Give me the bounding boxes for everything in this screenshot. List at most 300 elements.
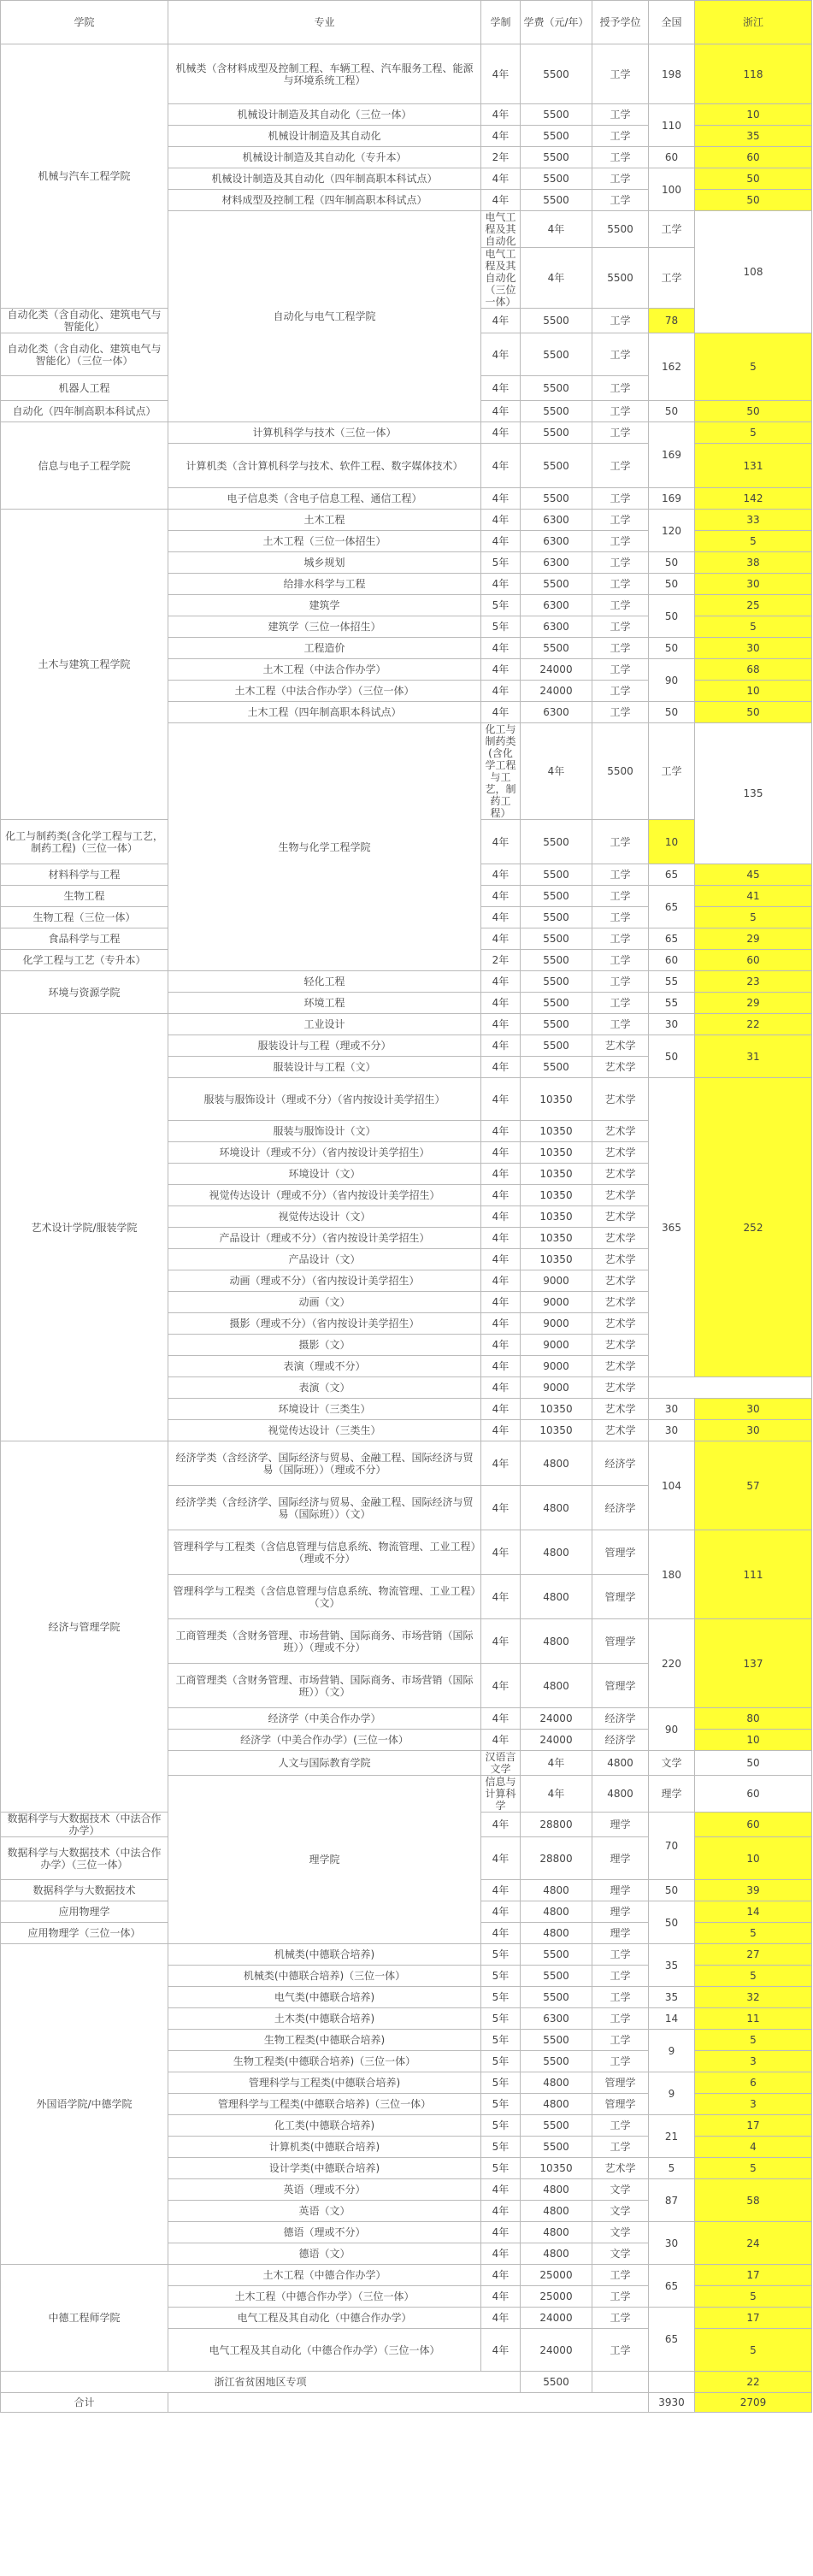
degree-cell: 工学	[592, 702, 649, 723]
degree-cell: 工学	[592, 2008, 649, 2030]
zhejiang-quota-cell: 118	[695, 44, 812, 104]
degree-cell: 工学	[592, 444, 649, 488]
degree-cell: 艺术学	[592, 1057, 649, 1078]
fee-cell: 9000	[521, 1377, 592, 1399]
degree-cell: 工学	[592, 907, 649, 928]
table-header-row	[1, 1, 812, 44]
major-cell: 表演（理或不分）	[168, 1356, 481, 1377]
college-cell: 土木与建筑工程学院	[1, 510, 168, 820]
major-cell: 动画（理或不分）（省内按设计美学招生）	[168, 1270, 481, 1292]
total-label: 合计	[1, 2393, 168, 2413]
fee-cell: 5500	[521, 333, 592, 376]
fee-cell: 5500	[521, 309, 592, 333]
major-cell: 材料成型及控制工程（四年制高职本科试点）	[168, 190, 481, 211]
degree-cell: 工学	[592, 376, 649, 401]
major-cell: 经济学类（含经济学、国际经济与贸易、金融工程、国际经济与贸易（国际班））（文）	[168, 1486, 481, 1530]
years-cell: 4年	[521, 723, 592, 820]
degree-cell: 艺术学	[592, 1228, 649, 1249]
fee-cell: 5500	[521, 950, 592, 971]
degree-cell: 理学	[592, 1813, 649, 1837]
years-cell: 4年	[481, 1708, 521, 1730]
header-national: 全国	[649, 1, 695, 44]
zhejiang-quota-cell: 252	[695, 1078, 812, 1377]
fee-cell: 5500	[521, 1987, 592, 2008]
degree-cell: 文学	[592, 2222, 649, 2243]
degree-cell: 经济学	[592, 1730, 649, 1751]
years-cell: 4年	[481, 1486, 521, 1530]
fee-cell: 5500	[521, 2030, 592, 2051]
zhejiang-quota-cell: 50	[695, 401, 812, 422]
degree-cell: 艺术学	[592, 1377, 649, 1399]
national-quota-cell: 21	[649, 2115, 695, 2158]
fee-cell: 5500	[521, 488, 592, 510]
fee-cell: 24000	[521, 681, 592, 702]
national-quota-cell: 30	[649, 1420, 695, 1441]
major-cell: 经济学类（含经济学、国际经济与贸易、金融工程、国际经济与贸易（国际班））（理或不分）	[168, 1441, 481, 1486]
fee-cell: 6300	[521, 510, 592, 531]
national-quota-cell: 55	[649, 971, 695, 993]
major-cell: 生物工程类(中德联合培养)（三位一体）	[168, 2051, 481, 2072]
major-cell: 工程造价	[168, 638, 481, 659]
years-cell: 4年	[481, 1356, 521, 1377]
degree-cell: 工学	[592, 950, 649, 971]
major-cell: 视觉传达设计（三类生）	[168, 1420, 481, 1441]
major-cell: 计算机科学与技术（三位一体）	[168, 422, 481, 444]
zhejiang-quota-cell: 30	[695, 574, 812, 595]
zhejiang-quota-cell: 30	[695, 638, 812, 659]
zhejiang-quota-cell: 5	[695, 531, 812, 552]
national-quota-cell: 108	[695, 211, 812, 333]
fee-cell: 28800	[521, 1813, 592, 1837]
major-cell: 化工与制药类(含化学工程与工艺，制药工程)（三位一体）	[1, 820, 168, 864]
fee-cell: 5500	[521, 422, 592, 444]
zhejiang-quota-cell: 35	[695, 126, 812, 147]
fee-cell: 5500	[521, 147, 592, 168]
years-cell: 4年	[481, 907, 521, 928]
major-cell: 动画（文）	[168, 1292, 481, 1313]
years-cell: 4年	[481, 510, 521, 531]
major-cell: 电气工程及其自动化（中德合作办学）	[168, 2308, 481, 2329]
major-cell: 服装与服饰设计（文）	[168, 1121, 481, 1142]
zhejiang-quota-cell: 5	[695, 422, 812, 444]
zhejiang-quota-cell: 60	[695, 1813, 812, 1837]
table-row	[1, 422, 812, 444]
major-cell: 产品设计（文）	[168, 1249, 481, 1270]
zhejiang-quota-cell: 29	[695, 993, 812, 1014]
college-cell: 自动化与电气工程学院	[168, 211, 481, 422]
degree-cell: 工学	[592, 574, 649, 595]
national-quota-cell: 198	[649, 44, 695, 104]
zhejiang-quota-cell: 29	[695, 928, 812, 950]
years-cell: 4年	[481, 574, 521, 595]
zhejiang-quota-cell: 10	[695, 104, 812, 126]
special-fee: 5500	[521, 2372, 592, 2393]
degree-cell: 管理学	[592, 1619, 649, 1664]
major-cell: 土木工程	[168, 510, 481, 531]
years-cell: 4年	[481, 1619, 521, 1664]
zhejiang-quota-cell: 58	[695, 2179, 812, 2222]
degree-cell: 艺术学	[592, 1164, 649, 1185]
years-cell: 4年	[481, 1901, 521, 1923]
fee-cell: 5500	[521, 993, 592, 1014]
national-quota-cell: 90	[649, 1708, 695, 1751]
degree-cell: 管理学	[592, 1664, 649, 1708]
fee-cell: 4800	[521, 2072, 592, 2094]
zhejiang-quota-cell: 50	[695, 190, 812, 211]
degree-cell: 工学	[592, 2030, 649, 2051]
fee-cell: 24000	[521, 659, 592, 681]
years-cell: 4年	[481, 1575, 521, 1619]
years-cell: 4年	[481, 1880, 521, 1901]
special-zhejiang: 22	[695, 2372, 812, 2393]
college-cell: 环境与资源学院	[1, 971, 168, 1014]
zhejiang-quota-cell: 6	[695, 2072, 812, 2094]
zhejiang-quota-cell: 5	[695, 616, 812, 638]
fee-cell: 4800	[521, 2222, 592, 2243]
zhejiang-quota-cell: 137	[695, 1619, 812, 1708]
years-cell: 4年	[481, 1730, 521, 1751]
degree-cell: 工学	[649, 248, 695, 309]
degree-cell: 工学	[592, 681, 649, 702]
national-quota-cell: 30	[649, 1399, 695, 1420]
special-degree	[592, 2372, 649, 2393]
degree-cell: 文学	[592, 2201, 649, 2222]
years-cell: 4年	[481, 1185, 521, 1206]
fee-cell: 4800	[521, 2094, 592, 2115]
degree-cell: 管理学	[592, 2072, 649, 2094]
years-cell: 4年	[481, 1399, 521, 1420]
major-cell: 土木工程（中德合作办学）	[168, 2265, 481, 2286]
fee-cell: 4800	[521, 1441, 592, 1486]
major-cell: 信息与计算科学	[481, 1776, 521, 1813]
fee-cell: 10350	[521, 1420, 592, 1441]
years-cell: 5年	[481, 2072, 521, 2094]
degree-cell: 艺术学	[592, 1142, 649, 1164]
major-cell: 计算机类（含计算机科学与技术、软件工程、数字媒体技术）	[168, 444, 481, 488]
zhejiang-quota-cell: 10	[695, 681, 812, 702]
fee-cell: 5500	[521, 864, 592, 886]
years-cell: 4年	[481, 190, 521, 211]
major-cell: 机械设计制造及其自动化（四年制高职本科试点）	[168, 168, 481, 190]
zhejiang-quota-cell: 22	[695, 1014, 812, 1035]
major-cell: 计算机类(中德联合培养)	[168, 2137, 481, 2158]
degree-cell: 艺术学	[592, 1078, 649, 1121]
zhejiang-quota-cell: 38	[695, 552, 812, 574]
fee-cell: 4800	[521, 2179, 592, 2201]
fee-cell: 10350	[521, 2158, 592, 2179]
fee-cell: 5500	[521, 2051, 592, 2072]
fee-cell: 5500	[521, 971, 592, 993]
years-cell: 4年	[481, 1206, 521, 1228]
national-quota-cell: 55	[649, 993, 695, 1014]
major-cell: 自动化类（含自动化、建筑电气与智能化）	[1, 309, 168, 333]
years-cell: 4年	[481, 820, 521, 864]
major-cell: 服装设计与工程（理或不分）	[168, 1035, 481, 1057]
fee-cell: 4800	[521, 1901, 592, 1923]
degree-cell: 艺术学	[592, 1121, 649, 1142]
major-cell: 服装设计与工程（文）	[168, 1057, 481, 1078]
degree-cell: 艺术学	[592, 1356, 649, 1377]
special-national	[649, 2372, 695, 2393]
national-quota-cell: 169	[649, 488, 695, 510]
degree-cell: 工学	[592, 1987, 649, 2008]
zhejiang-quota-cell: 5	[695, 907, 812, 928]
fee-cell: 10350	[521, 1142, 592, 1164]
major-cell: 电气工程及其自动化	[481, 211, 521, 248]
degree-cell: 工学	[649, 211, 695, 248]
fee-cell: 5500	[521, 1014, 592, 1035]
fee-cell: 4800	[521, 1575, 592, 1619]
degree-cell: 工学	[592, 820, 649, 864]
degree-cell: 艺术学	[592, 1292, 649, 1313]
national-quota-cell: 5	[649, 2158, 695, 2179]
years-cell: 4年	[481, 44, 521, 104]
years-cell: 4年	[481, 1270, 521, 1292]
zhejiang-quota-cell: 27	[695, 1944, 812, 1966]
fee-cell: 24000	[521, 2308, 592, 2329]
major-cell: 工商管理类（含财务管理、市场营销、国际商务、市场营销（国际班））（理或不分）	[168, 1619, 481, 1664]
major-cell: 生物工程（三位一体）	[1, 907, 168, 928]
major-cell: 电子信息类（含电子信息工程、通信工程）	[168, 488, 481, 510]
degree-cell: 工学	[592, 864, 649, 886]
zhejiang-quota-cell: 30	[695, 1420, 812, 1441]
national-quota-cell: 9	[649, 2030, 695, 2072]
major-cell: 应用物理学（三位一体）	[1, 1923, 168, 1944]
fee-cell: 4800	[521, 1486, 592, 1530]
years-cell: 5年	[481, 2094, 521, 2115]
years-cell: 5年	[481, 595, 521, 616]
fee-cell: 6300	[521, 2008, 592, 2030]
fee-cell: 6300	[521, 531, 592, 552]
fee-cell: 5500	[521, 401, 592, 422]
zhejiang-quota-cell: 57	[695, 1441, 812, 1530]
college-cell: 信息与电子工程学院	[1, 422, 168, 510]
national-quota-cell: 169	[649, 422, 695, 488]
zhejiang-quota-cell: 5	[695, 2286, 812, 2308]
degree-cell: 管理学	[592, 1575, 649, 1619]
table-row	[1, 1441, 812, 1486]
years-cell: 4年	[481, 422, 521, 444]
national-quota-cell: 14	[649, 2008, 695, 2030]
years-cell: 4年	[481, 971, 521, 993]
degree-cell: 工学	[592, 2051, 649, 2072]
fee-cell: 5500	[521, 907, 592, 928]
major-cell: 土木工程（中法合作办学）（三位一体）	[168, 681, 481, 702]
zhejiang-quota-cell: 142	[695, 488, 812, 510]
years-cell: 4年	[481, 1530, 521, 1575]
years-cell: 4年	[481, 1313, 521, 1335]
years-cell: 4年	[481, 488, 521, 510]
special-row	[1, 2372, 812, 2393]
degree-cell: 经济学	[592, 1708, 649, 1730]
years-cell: 5年	[481, 2008, 521, 2030]
table-row	[1, 971, 812, 993]
degree-cell: 工学	[592, 2137, 649, 2158]
major-cell: 摄影（理或不分）（省内按设计美学招生）	[168, 1313, 481, 1335]
years-cell: 4年	[481, 309, 521, 333]
major-cell: 电气工程及其自动化（三位一体）	[481, 248, 521, 309]
fee-cell: 4800	[592, 1751, 649, 1776]
fee-cell: 5500	[521, 126, 592, 147]
years-cell: 4年	[481, 1292, 521, 1313]
national-quota-cell: 70	[649, 1813, 695, 1880]
years-cell: 4年	[481, 126, 521, 147]
total-spacer	[168, 2393, 649, 2413]
fee-cell: 5500	[521, 376, 592, 401]
zhejiang-quota-cell: 3	[695, 2094, 812, 2115]
major-cell: 应用物理学	[1, 1901, 168, 1923]
major-cell: 管理科学与工程类(中德联合培养)（三位一体）	[168, 2094, 481, 2115]
years-cell: 5年	[481, 552, 521, 574]
fee-cell: 5500	[592, 211, 649, 248]
national-quota-cell: 60	[649, 950, 695, 971]
fee-cell: 5500	[521, 928, 592, 950]
fee-cell: 6300	[521, 552, 592, 574]
major-cell: 经济学（中美合作办学）	[168, 1708, 481, 1730]
special-label: 浙江省贫困地区专项	[1, 2372, 521, 2393]
years-cell: 4年	[481, 2222, 521, 2243]
degree-cell: 工学	[649, 723, 695, 820]
header-college: 学院	[1, 1, 168, 44]
years-cell: 4年	[481, 2286, 521, 2308]
years-cell: 4年	[481, 1377, 521, 1399]
national-quota-cell: 60	[649, 147, 695, 168]
national-quota-cell: 50	[649, 401, 695, 422]
years-cell: 4年	[481, 702, 521, 723]
table-row	[1, 2265, 812, 2286]
years-cell: 4年	[481, 1837, 521, 1880]
national-quota-cell: 50	[649, 595, 695, 638]
major-cell: 产品设计（理或不分）（省内按设计美学招生）	[168, 1228, 481, 1249]
fee-cell: 5500	[521, 104, 592, 126]
years-cell: 4年	[481, 1664, 521, 1708]
national-quota-cell: 87	[649, 2179, 695, 2222]
degree-cell: 艺术学	[592, 1335, 649, 1356]
major-cell: 土木工程（三位一体招生）	[168, 531, 481, 552]
zhejiang-quota-cell: 3	[695, 2051, 812, 2072]
degree-cell: 工学	[592, 1014, 649, 1035]
major-cell: 数据科学与大数据技术（中法合作办学）（三位一体）	[1, 1837, 168, 1880]
fee-cell: 5500	[521, 2137, 592, 2158]
fee-cell: 5500	[521, 1035, 592, 1057]
national-quota-cell: 65	[649, 2308, 695, 2372]
years-cell: 4年	[481, 864, 521, 886]
fee-cell: 4800	[592, 1776, 649, 1813]
national-quota-cell: 65	[649, 864, 695, 886]
fee-cell: 24000	[521, 1708, 592, 1730]
national-quota-cell: 180	[649, 1530, 695, 1619]
degree-cell: 工学	[592, 510, 649, 531]
years-cell: 4年	[481, 168, 521, 190]
years-cell: 4年	[481, 993, 521, 1014]
major-cell: 化工与制药类(含化学工程与工艺，制药工程）	[481, 723, 521, 820]
zhejiang-quota-cell: 5	[695, 2329, 812, 2372]
major-cell: 管理科学与工程类(中德联合培养)	[168, 2072, 481, 2094]
years-cell: 4年	[481, 638, 521, 659]
fee-cell: 4800	[521, 2243, 592, 2265]
major-cell: 数据科学与大数据技术	[1, 1880, 168, 1901]
major-cell: 机械设计制造及其自动化	[168, 126, 481, 147]
years-cell: 4年	[481, 2179, 521, 2201]
fee-cell: 5500	[521, 1966, 592, 1987]
national-quota-cell: 104	[649, 1441, 695, 1530]
fee-cell: 5500	[521, 2115, 592, 2137]
header-zhejiang: 浙江	[695, 1, 812, 44]
national-quota-cell: 60	[695, 1776, 812, 1813]
fee-cell: 5500	[521, 1944, 592, 1966]
years-cell: 4年	[481, 1420, 521, 1441]
fee-cell: 9000	[521, 1335, 592, 1356]
years-cell: 4年	[481, 928, 521, 950]
national-quota-cell: 100	[649, 168, 695, 211]
major-cell: 汉语言文学	[481, 1751, 521, 1776]
years-cell: 2年	[481, 950, 521, 971]
degree-cell: 工学	[592, 422, 649, 444]
degree-cell: 工学	[592, 2329, 649, 2372]
zhejiang-quota-cell: 30	[695, 1399, 812, 1420]
years-cell: 4年	[481, 401, 521, 422]
fee-cell: 5500	[521, 1057, 592, 1078]
degree-cell: 艺术学	[592, 1270, 649, 1292]
table-row	[1, 1014, 812, 1035]
years-cell: 5年	[481, 1944, 521, 1966]
fee-cell: 5500	[521, 190, 592, 211]
national-quota-cell: 65	[649, 928, 695, 950]
degree-cell: 工学	[592, 2286, 649, 2308]
major-cell: 环境设计（理或不分）（省内按设计美学招生）	[168, 1142, 481, 1164]
zhejiang-quota-cell: 10	[649, 820, 695, 864]
fee-cell: 25000	[521, 2265, 592, 2286]
college-cell: 机械与汽车工程学院	[1, 44, 168, 309]
college-cell: 经济与管理学院	[1, 1441, 168, 1813]
degree-cell: 艺术学	[592, 1249, 649, 1270]
major-cell: 材料科学与工程	[1, 864, 168, 886]
total-zhejiang: 2709	[695, 2393, 812, 2413]
zhejiang-quota-cell: 5	[695, 1923, 812, 1944]
total-row	[1, 2393, 812, 2413]
zhejiang-quota-cell: 60	[695, 147, 812, 168]
major-cell: 机械类(中德联合培养)	[168, 1944, 481, 1966]
major-cell: 环境设计（三类生）	[168, 1399, 481, 1420]
major-cell: 电气类(中德联合培养)	[168, 1987, 481, 2008]
years-cell: 4年	[481, 333, 521, 376]
major-cell: 管理科学与工程类（含信息管理与信息系统、物流管理、工业工程）（文）	[168, 1575, 481, 1619]
degree-cell: 工学	[592, 104, 649, 126]
fee-cell: 5500	[521, 820, 592, 864]
major-cell: 英语（理或不分）	[168, 2179, 481, 2201]
degree-cell: 工学	[592, 2265, 649, 2286]
fee-cell: 4800	[521, 1530, 592, 1575]
national-quota-cell: 65	[649, 2265, 695, 2308]
zhejiang-quota-cell: 33	[695, 510, 812, 531]
zhejiang-quota-cell: 45	[695, 864, 812, 886]
major-cell: 管理科学与工程类（含信息管理与信息系统、物流管理、工业工程）（理或不分）	[168, 1530, 481, 1575]
fee-cell: 4800	[521, 1880, 592, 1901]
zhejiang-quota-cell: 17	[695, 2308, 812, 2329]
degree-cell: 艺术学	[592, 1313, 649, 1335]
college-cell: 生物与化学工程学院	[168, 723, 481, 971]
years-cell: 4年	[481, 1441, 521, 1486]
major-cell: 给排水科学与工程	[168, 574, 481, 595]
fee-cell: 24000	[521, 2329, 592, 2372]
fee-cell: 6300	[521, 702, 592, 723]
national-quota-cell: 65	[649, 886, 695, 928]
national-quota-cell: 50	[649, 702, 695, 723]
degree-cell: 文学	[649, 1751, 695, 1776]
national-quota-cell: 30	[649, 1014, 695, 1035]
degree-cell: 文学	[592, 2179, 649, 2201]
major-cell: 环境设计（文）	[168, 1164, 481, 1185]
